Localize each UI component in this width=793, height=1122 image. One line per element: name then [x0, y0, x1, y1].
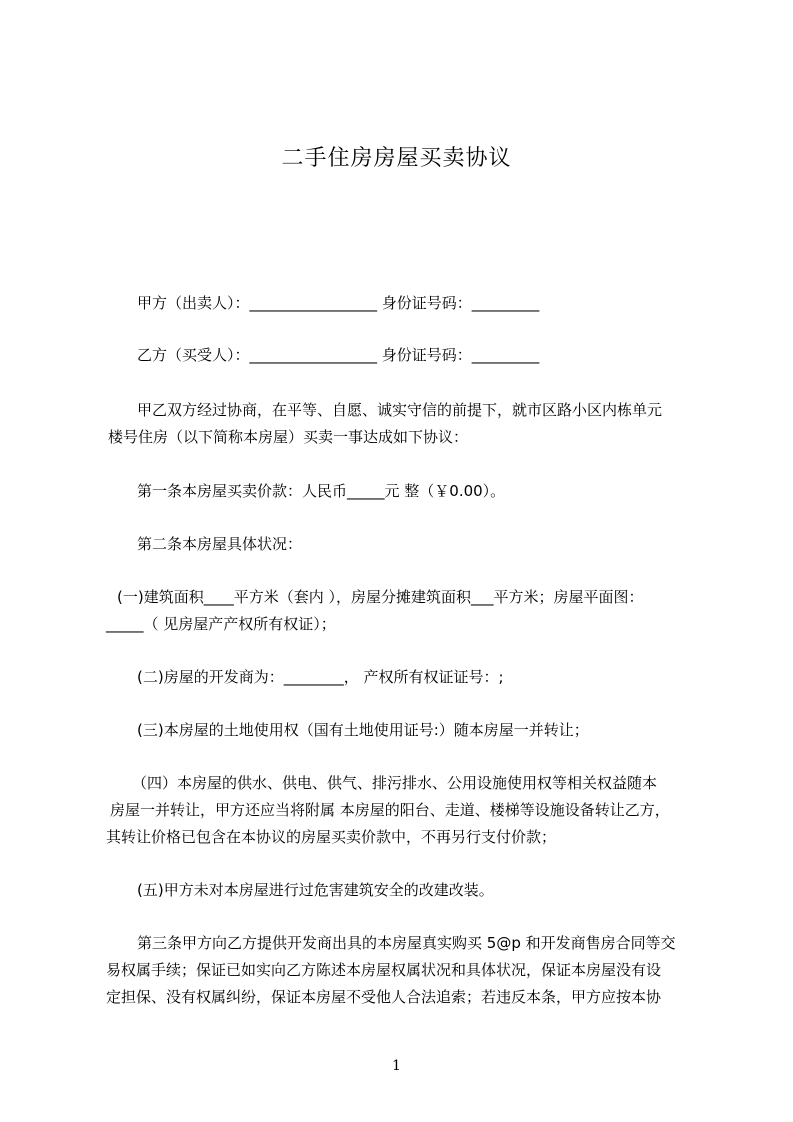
page-number: 1 — [392, 1058, 401, 1074]
intro-paragraph-line-1: 甲乙双方经过协商，在平等、自愿、诚实守信的前提下，就市区路小区内栋单元 — [137, 401, 663, 419]
article-2-item-4-line-2: 房屋一并转让，甲方还应当将附属 本房屋的阳台、走道、楼梯等设施设备转让乙方， — [110, 801, 670, 819]
article-3-line-1: 第三条甲方向乙方提供开发商出具的本房屋真实购买 5@p 和开发商售房合同等交 — [137, 934, 676, 952]
party-a-line: 甲方（出卖人）：_________________ 身份证号码：_________ — [137, 294, 540, 312]
article-2-item-4-line-1: （四）本房屋的供水、供电、供气、排污排水、公用设施使用权等相关权益随本 — [132, 774, 658, 792]
article-2-heading: 第二条本房屋具体状况： — [137, 535, 303, 553]
party-b-line: 乙方（买受人）：_________________ 身份证号码：_________ — [137, 346, 540, 364]
article-2-item-1-line-1: (一)建筑面积____平方米（套内 ），房屋分摊建筑面积___平方米；房屋平面图： — [117, 588, 644, 606]
article-3-line-2: 易权属手续；保证已如实向乙方陈述本房屋权属状况和具体状况，保证本房屋没有设 — [106, 961, 662, 979]
document-title: 二手住房房屋买卖协议 — [281, 146, 512, 171]
article-2-item-3: (三)本房屋的土地使用权（国有土地使用证号:）随本房屋一并转让； — [137, 721, 589, 739]
article-3-line-3: 定担保、没有权属纠纷，保证本房屋不受他人合法追索；若违反本条，甲方应按本协 — [106, 988, 662, 1006]
article-2-item-5: (五)甲方未对本房屋进行过危害建筑安全的改建改装。 — [137, 881, 494, 899]
article-2-item-4-line-3: 其转让价格已包含在本协议的房屋买卖价款中，不再另行支付价款； — [106, 828, 557, 846]
article-2-item-2: (二)房屋的开发商为：________， 产权所有权证证号：; — [137, 668, 504, 686]
intro-paragraph-line-2: 楼号住房（以下简称本房屋）买卖一事达成如下协议： — [108, 428, 469, 446]
article-2-item-1-line-2: _____（ 见房屋产产权所有权证）； — [106, 615, 336, 633]
article-1: 第一条本房屋买卖价款：人民币_____元 整（￥0.00）。 — [137, 482, 506, 500]
